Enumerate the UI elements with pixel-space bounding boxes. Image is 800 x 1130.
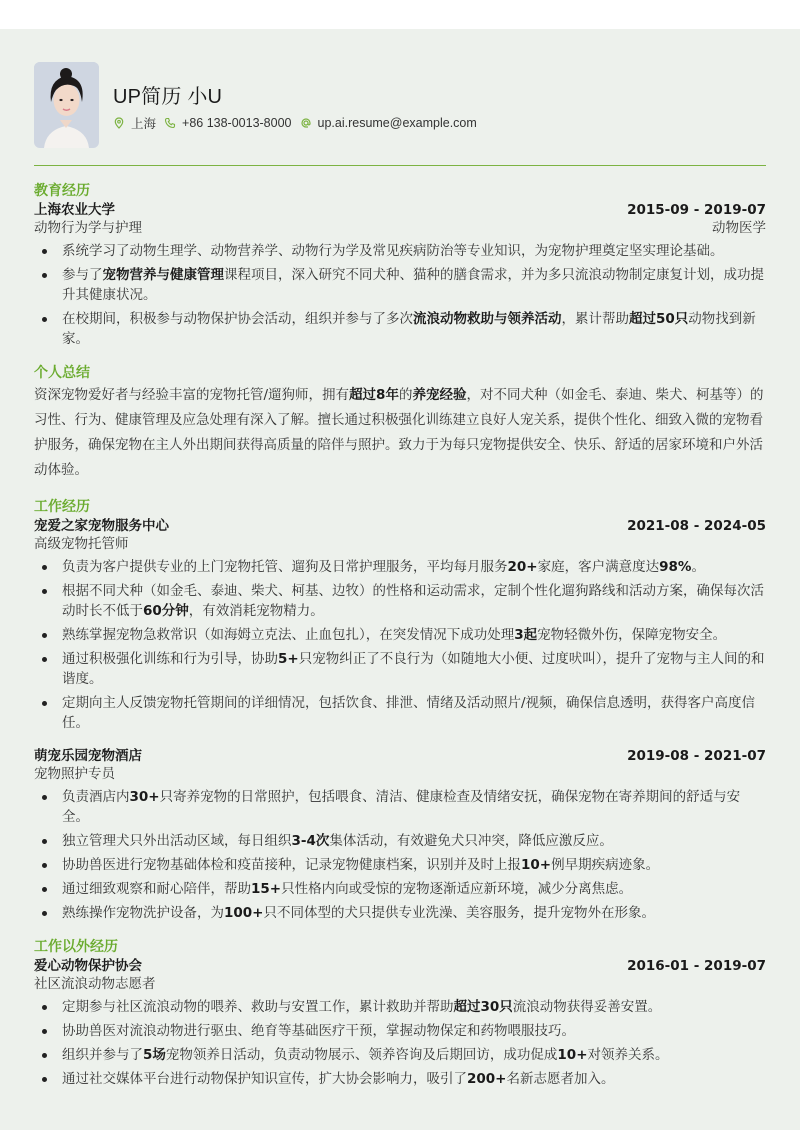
contact-phone <box>164 116 291 130</box>
section-title: 工作以外经历 <box>34 939 118 955</box>
date-range: 2019-08 - 2021-07 <box>627 748 766 764</box>
bullet-item: 协助兽医对流浪动物进行驱虫、绝育等基础医疗干预，掌握动物保定和药物喂服技巧。 <box>34 1021 766 1041</box>
emphasis-text: 5+ <box>278 651 299 667</box>
top-margin <box>0 0 800 29</box>
entry-subheader-row <box>34 975 766 993</box>
bullet-item: 定期向主人反馈宠物托管期间的详细情况，包括饮食、排泄、情绪及活动照片/视频，确保信息透明，获得客户高度信任。 <box>34 693 766 733</box>
bullet-item: 组织并参与了5场宠物领养日活动，负责动物展示、领养咨询及后期回访，成功促成10+对领养关系。 <box>34 1045 766 1065</box>
header-divider <box>34 165 766 166</box>
entry-header-row <box>34 957 766 975</box>
location-text: 上海 <box>131 117 157 131</box>
bullet-item: 通过社交媒体平台进行动物保护知识宣传，扩大协会影响力，吸引了200+名新志愿者加入。 <box>34 1069 766 1089</box>
bullet-item: 负责为客户提供专业的上门宠物托管、遛狗及日常护理服务，平均每月服务20+家庭，客户满意度达98%。 <box>34 557 766 577</box>
organization-name: 宠爱之家宠物服务中心 <box>34 518 169 534</box>
emphasis-text: 30+ <box>129 789 160 805</box>
bullet-item: 独立管理犬只外出活动区域，每日组织3-4次集体活动，有效避免犬只冲突，降低应激反应。 <box>34 831 766 851</box>
section-extra-experience <box>34 937 766 1089</box>
at-sign-icon <box>300 117 312 129</box>
emphasis-text: 20+ <box>507 559 538 575</box>
emphasis-text: 流浪动物救助与领养活动 <box>413 311 562 327</box>
emphasis-text: 3-4次 <box>291 833 330 849</box>
emphasis-text: 10+ <box>557 1047 588 1063</box>
organization-name: 上海农业大学 <box>34 202 115 218</box>
bullet-item: 在校期间，积极参与动物保护协会活动，组织并参与了多次流浪动物救助与领养活动，累计帮助超过50只动物找到新家。 <box>34 309 766 349</box>
date-range: 2015-09 - 2019-07 <box>627 202 766 218</box>
entry-subheader-row <box>34 765 766 783</box>
email-text[interactable]: up.ai.resume@example.com <box>317 116 477 130</box>
contact-email <box>300 116 477 130</box>
contact-info <box>113 114 485 132</box>
role-title: 宠物照护专员 <box>34 766 115 782</box>
summary-text: 资深宠物爱好者与经验丰富的宠物托管/遛狗师，拥有超过8年的养宠经验，对不同犬种（如金毛、泰迪、柴犬、柯基等）的习性、行为、健康管理及应急处理有深入了解。擅长通过积极强化训练建立良好人宠关系，提供个性化、细致入微的宠物看护服务，确保宠物在主人外出期间获得高质量的陪伴与照护。致力于为每只宠物提供安全、快乐、舒适的居家环境和户外活动体验。 <box>34 387 764 478</box>
resume-header <box>34 62 766 152</box>
entry-subtitle-right: 动物医学 <box>712 220 766 236</box>
organization-name: 萌宠乐园宠物酒店 <box>34 748 142 764</box>
experience-entry <box>34 957 766 1089</box>
experience-entry <box>34 201 766 349</box>
bullet-item: 负责酒店内30+只寄养宠物的日常照护，包括喂食、清洁、健康检查及情绪安抚，确保宠物在寄养期间的舒适与安全。 <box>34 787 766 827</box>
emphasis-text: 60分钟 <box>143 603 189 619</box>
section-title: 教育经历 <box>34 183 90 199</box>
entry-subheader-row <box>34 535 766 553</box>
resume-page <box>0 29 800 1130</box>
emphasis-text: 宠物营养与健康管理 <box>102 267 224 283</box>
emphasis-text: 15+ <box>251 881 282 897</box>
date-range: 2021-08 - 2024-05 <box>627 518 766 534</box>
role-title: 社区流浪动物志愿者 <box>34 976 156 992</box>
role-title: 高级宠物托管师 <box>34 536 129 552</box>
contact-location <box>113 114 156 132</box>
emphasis-text: 3起 <box>514 627 538 643</box>
section-summary <box>34 363 766 483</box>
bullet-item: 通过细致观察和耐心陪伴，帮助15+只性格内向或受惊的宠物逐渐适应新环境，减少分离焦虑。 <box>34 879 766 899</box>
candidate-name: UP简历 小U <box>113 86 223 108</box>
section-work <box>34 497 766 923</box>
bullet-list <box>34 241 766 349</box>
emphasis-text: 超过8年 <box>349 387 399 403</box>
emphasis-text: 100+ <box>224 905 264 921</box>
entry-subheader-row <box>34 219 766 237</box>
bullet-item: 定期参与社区流浪动物的喂养、救助与安置工作，累计救助并帮助超过30只流浪动物获得妥善安置。 <box>34 997 766 1017</box>
emphasis-text: 超过50只 <box>629 311 689 327</box>
avatar <box>34 62 99 148</box>
bullet-item: 熟练掌握宠物急救常识（如海姆立克法、止血包扎），在突发情况下成功处理3起宠物轻微外伤，保障宠物安全。 <box>34 625 766 645</box>
experience-entry <box>34 517 766 733</box>
bullet-item: 根据不同犬种（如金毛、泰迪、柴犬、柯基、边牧）的性格和运动需求，定制个性化遛狗路线和活动方案，确保每次活动时长不低于60分钟，有效消耗宠物精力。 <box>34 581 766 621</box>
role-title: 动物行为学与护理 <box>34 220 142 236</box>
bullet-item: 系统学习了动物生理学、动物营养学、动物行为学及常见疾病防治等专业知识，为宠物护理奠定坚实理论基础。 <box>34 241 766 261</box>
entry-header-row <box>34 747 766 765</box>
emphasis-text: 98% <box>659 559 692 575</box>
location-pin-icon <box>113 117 125 129</box>
bullet-item: 参与了宠物营养与健康管理课程项目，深入研究不同犬种、猫种的膳食需求，并为多只流浪动物制定康复计划，成功提升其健康状况。 <box>34 265 766 305</box>
entry-header-row <box>34 201 766 219</box>
phone-text[interactable]: +86 138-0013-8000 <box>182 116 292 130</box>
bullet-list <box>34 787 766 923</box>
entry-header-row <box>34 517 766 535</box>
emphasis-text: 200+ <box>467 1071 507 1087</box>
phone-icon <box>164 117 176 129</box>
bullet-list <box>34 557 766 733</box>
organization-name: 爱心动物保护协会 <box>34 958 142 974</box>
emphasis-text: 养宠经验 <box>412 387 467 403</box>
section-title: 工作经历 <box>34 499 90 515</box>
portrait-photo-icon <box>34 62 99 148</box>
date-range: 2016-01 - 2019-07 <box>627 958 766 974</box>
emphasis-text: 10+ <box>521 857 552 873</box>
emphasis-text: 超过30只 <box>453 999 513 1015</box>
emphasis-text: 5场 <box>143 1047 166 1063</box>
bullet-list <box>34 997 766 1089</box>
resume-content <box>34 181 766 1103</box>
experience-entry <box>34 747 766 923</box>
section-education <box>34 181 766 349</box>
bullet-item: 协助兽医进行宠物基础体检和疫苗接种，记录宠物健康档案，识别并及时上报10+例早期疾病迹象。 <box>34 855 766 875</box>
bullet-item: 熟练操作宠物洗护设备，为100+只不同体型的犬只提供专业洗澡、美容服务，提升宠物外在形象。 <box>34 903 766 923</box>
section-title: 个人总结 <box>34 365 90 381</box>
bullet-item: 通过积极强化训练和行为引导，协助5+只宠物纠正了不良行为（如随地大小便、过度吠叫），提升了宠物与主人间的和谐度。 <box>34 649 766 689</box>
